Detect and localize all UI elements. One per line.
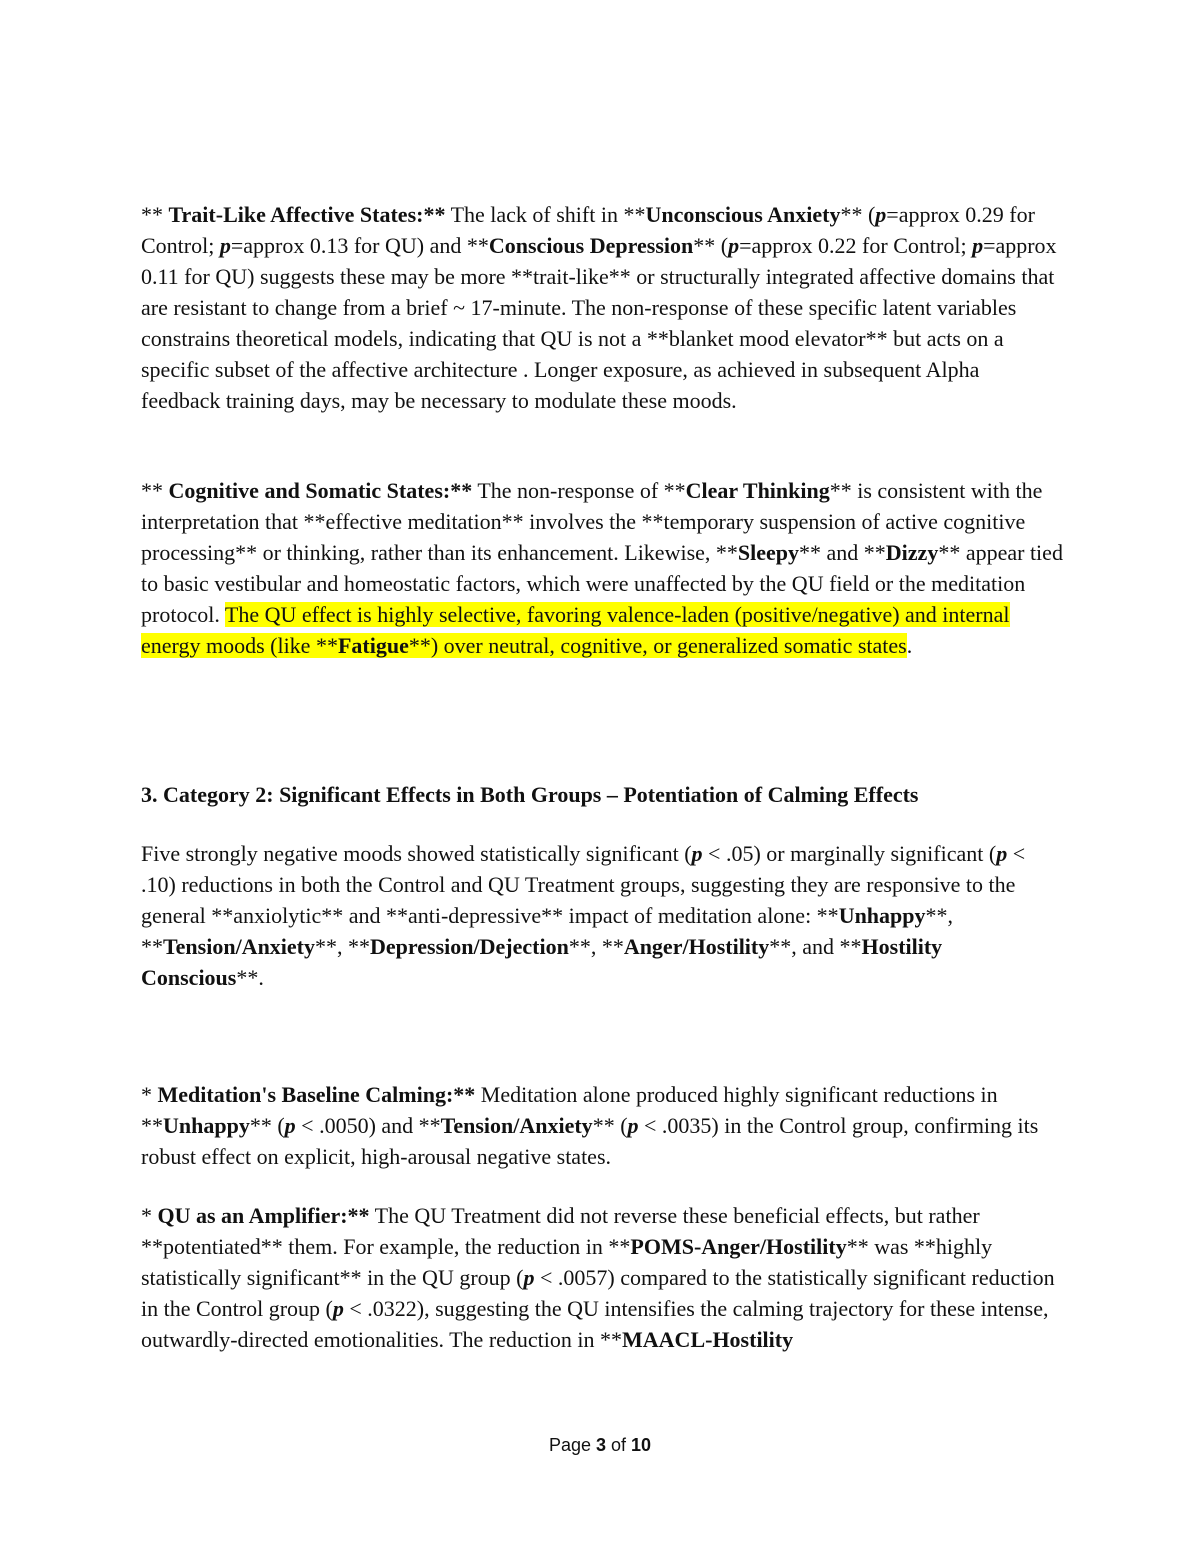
- bold-text: Depression/Dejection: [370, 934, 569, 959]
- bold-text: Unconscious Anxiety: [645, 202, 841, 227]
- text-run: < .0050) and **: [295, 1113, 441, 1138]
- bold-text: Sleepy: [737, 540, 800, 565]
- text-run: ** is consistent with the interpretation that **effective meditation** involves the **temporary suspension of active cognitive processing** or thinking, rather than its enhancement. Likewise, **: [141, 478, 1043, 565]
- text-run: **: [141, 478, 169, 503]
- bold-text: p: [219, 233, 231, 258]
- text-run: *: [141, 1203, 158, 1228]
- bold-text: p: [728, 233, 740, 258]
- text-run: **, **: [315, 934, 371, 959]
- page-current: 3: [595, 1435, 606, 1455]
- bold-text: Unhappy: [838, 903, 926, 928]
- bold-text: p: [996, 841, 1008, 866]
- section-heading-category-2: [141, 779, 1063, 810]
- bold-text: QU as an Amplifier:**: [157, 1203, 370, 1228]
- bold-text: Tension/Anxiety: [163, 934, 316, 959]
- paragraph-qu-amplifier: [141, 1200, 1063, 1355]
- text-run: < .0322), suggesting the QU intensifies the calming trajectory for these intense, outwardly-directed emotionalities. The reduction in **: [141, 1296, 1049, 1352]
- highlighted-text: The QU effect is highly selective, favoring valence-laden (positive/negative) and internal energy moods (like **: [141, 602, 1010, 658]
- text-run: **: [141, 202, 169, 227]
- text-run: < .05) or marginally significant (: [702, 841, 997, 866]
- text-run: **, **: [141, 903, 954, 959]
- bold-text: p: [284, 1113, 296, 1138]
- text-run: =approx 0.29 for Control;: [141, 202, 1035, 258]
- text-run: ** was **highly statistically significant** in the QU group (: [141, 1234, 993, 1290]
- page-footer: [0, 1433, 1200, 1457]
- bold-text: Anger/Hostility: [623, 934, 770, 959]
- text-run: .: [906, 633, 913, 658]
- highlighted-text: **) over neutral, cognitive, or generalized somatic states: [408, 633, 907, 658]
- text-run: ** and **: [799, 540, 886, 565]
- text-run: ** (: [693, 233, 729, 258]
- bold-text: Unhappy: [163, 1113, 250, 1138]
- bold-text: p: [627, 1113, 639, 1138]
- text-run: =approx 0.13 for QU) and **: [230, 233, 489, 258]
- bold-text: Dizzy: [885, 540, 939, 565]
- text-run: *: [141, 1082, 158, 1107]
- text-run: Five strongly negative moods showed statistically significant (: [141, 841, 692, 866]
- bold-text: p: [972, 233, 984, 258]
- text-run: The QU Treatment did not reverse these beneficial effects, but rather **potentiated** them. For example, the reduction in **: [141, 1203, 980, 1259]
- text-run: **.: [236, 965, 264, 990]
- text-run: **, and **: [769, 934, 862, 959]
- bold-text: Clear Thinking: [685, 478, 830, 503]
- bold-text: p: [691, 841, 703, 866]
- bold-text: 3. Category 2: Significant Effects in Both Groups – Potentiation of Calming Effects: [141, 782, 919, 807]
- text-run: < .0057) compared to the statistically significant reduction in the Control group (: [141, 1265, 1055, 1321]
- paragraph-baseline-calming: [141, 1079, 1063, 1172]
- text-run: < .10) reductions in both the Control and QU Treatment groups, suggesting they are responsive to the general **anxiolytic** and **anti-depressive** impact of meditation alone: **: [141, 841, 1026, 928]
- text-run: The lack of shift in **: [445, 202, 646, 227]
- paragraph-cognitive-somatic: [141, 475, 1063, 661]
- bold-text: MAACL-Hostility: [622, 1327, 794, 1352]
- text-run: ** (: [592, 1113, 628, 1138]
- text-run: =approx 0.22 for Control;: [739, 233, 973, 258]
- text-run: ** appear tied to basic vestibular and homeostatic factors, which were unaffected by the QU field or the meditation protocol.: [141, 540, 1063, 627]
- text-run: **, **: [568, 934, 624, 959]
- page-label: Page: [548, 1435, 596, 1455]
- text-run: ** (: [840, 202, 876, 227]
- bold-text: Hostility Conscious: [141, 934, 943, 990]
- bold-text: p: [523, 1265, 535, 1290]
- text-run: < .0035) in the Control group, confirming its robust effect on explicit, high-arousal negative states.: [141, 1113, 1039, 1169]
- page-of: of: [606, 1435, 632, 1455]
- bold-text: POMS-Anger/Hostility: [630, 1234, 847, 1259]
- paragraph-trait-like: [141, 199, 1063, 416]
- bold-text: Cognitive and Somatic States:**: [168, 478, 473, 503]
- text-run: Meditation alone produced highly significant reductions in **: [141, 1082, 998, 1138]
- bold-text: Conscious Depression: [488, 233, 694, 258]
- page-total: 10: [631, 1435, 652, 1455]
- text-run: =approx 0.11 for QU) suggests these may be more **trait-like** or structurally integrated affective domains that are resistant to change from a brief ~ 17-minute. The non-response of these specific latent variables constrains theoretical models, indicating that QU is not a **blanket mood elevator** but acts on a specific subset of the affective architecture . Longer exposure, as achieved in subsequent Alpha feedback training days, may be necessary to modulate these moods.: [141, 233, 1057, 413]
- bold-text: p: [332, 1296, 344, 1321]
- highlighted-text: Fatigue: [337, 633, 409, 658]
- bold-text: Tension/Anxiety: [440, 1113, 593, 1138]
- bold-text: Trait-Like Affective States:**: [168, 202, 446, 227]
- text-run: ** (: [249, 1113, 285, 1138]
- bold-text: Meditation's Baseline Calming:**: [157, 1082, 476, 1107]
- paragraph-five-moods: [141, 838, 1063, 993]
- bold-text: p: [875, 202, 887, 227]
- text-run: The non-response of **: [472, 478, 686, 503]
